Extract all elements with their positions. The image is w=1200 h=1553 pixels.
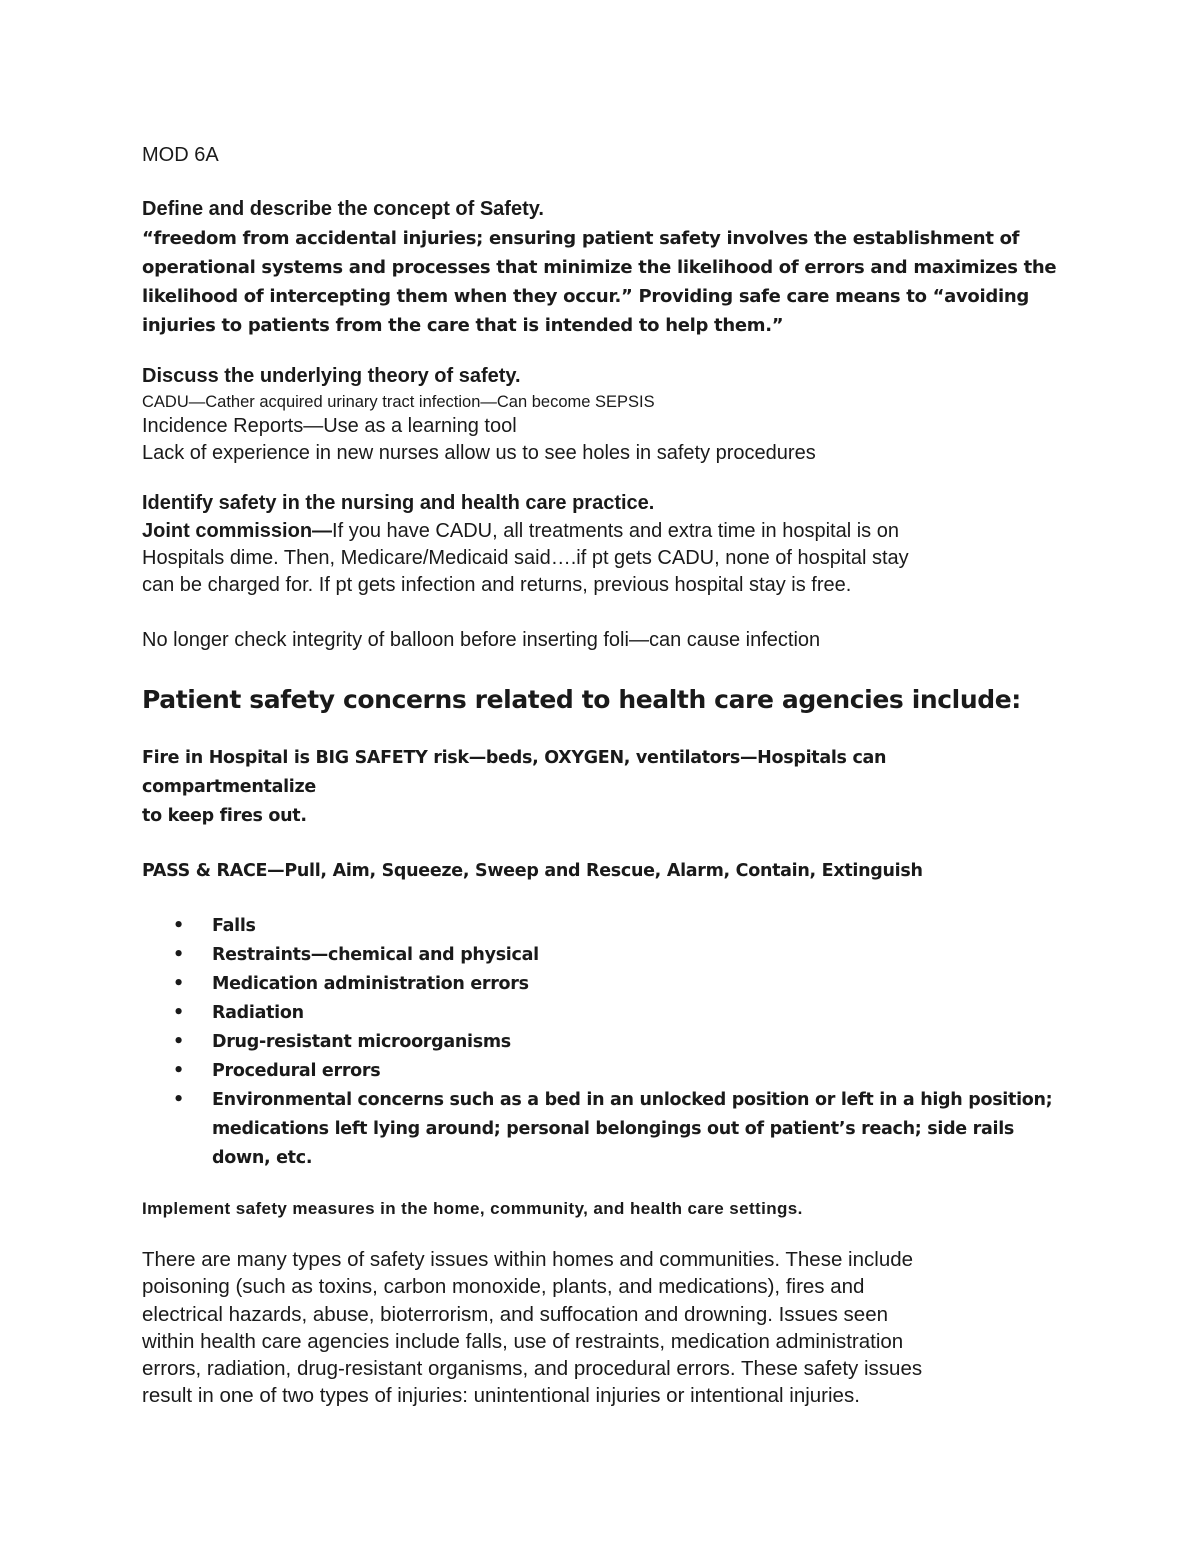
safety-issues-paragraph-line: electrical hazards, abuse, bioterrorism, and suffocation and drowning. Issues seen (142, 1302, 889, 1326)
safety-definition-line: operational systems and processes that minimize the likelihood of errors and maximizes the (142, 257, 1057, 278)
bullet-icon: • (173, 945, 184, 965)
safety-definition-line: likelihood of intercepting them when they occur.” Providing safe care means to “avoiding (142, 286, 1029, 307)
safety-issues-paragraph-line: within health care agencies include falls, use of restraints, medication administration (142, 1329, 904, 1353)
bullet-icon: • (173, 1003, 184, 1023)
cadu-note: CADU—Cather acquired urinary tract infection—Can become SEPSIS (142, 393, 655, 411)
joint-commission-line: can be charged for. If pt gets infection and returns, previous hospital stay is free. (142, 574, 852, 596)
joint-commission-text: If you have CADU, all treatments and extra time in hospital is on (332, 520, 899, 542)
bullet-icon: • (173, 1090, 184, 1110)
joint-commission-lead: Joint commission— (142, 520, 333, 542)
spacer (142, 886, 1062, 912)
safety-issues-paragraph-line: result in one of two types of injuries: unintentional injuries or intentional injuries. (142, 1384, 860, 1408)
safety-issues-paragraph-line: poisoning (such as toxins, carbon monoxide, plants, and medications), fires and (142, 1275, 865, 1299)
safety-issues-paragraph-line: There are many types of safety issues within homes and communities. These include (142, 1248, 914, 1271)
document-title: MOD 6A (142, 144, 219, 166)
safety-definition-line: injuries to patients from the care that is intended to help them.” (142, 315, 784, 336)
list-item: • Restraints—chemical and physical (142, 941, 1062, 970)
bullet-icon: • (173, 1032, 184, 1052)
joint-commission-line (142, 518, 1062, 545)
section-heading-define-safety: Define and describe the concept of Safety. (142, 198, 544, 220)
safety-definition-line: “freedom from accidental injuries; ensuring patient safety involves the establishment of (142, 228, 1020, 249)
document-page (142, 140, 1062, 1410)
spacer (142, 654, 1062, 682)
safety-concerns-list (142, 912, 1062, 1173)
list-item: • Radiation (142, 999, 1062, 1028)
section-heading-theory: Discuss the underlying theory of safety. (142, 365, 521, 387)
experience-note: Lack of experience in new nurses allow us to see holes in safety procedures (142, 442, 816, 464)
bullet-icon: • (173, 974, 184, 994)
section-heading-agency-concerns: Patient safety concerns related to health care agencies include: (142, 685, 1021, 714)
bullet-icon: • (173, 916, 184, 936)
fire-risk-line: Fire in Hospital is BIG SAFETY risk—beds, OXYGEN, ventilators—Hospitals can compartmentalize (142, 748, 887, 797)
spacer (142, 340, 1062, 362)
balloon-note: No longer check integrity of balloon before inserting foli—can cause infection (142, 629, 821, 651)
spacer (142, 718, 1062, 744)
spacer (142, 831, 1062, 857)
bullet-icon: • (173, 1061, 184, 1081)
spacer (142, 1173, 1062, 1195)
spacer (142, 1222, 1062, 1246)
incidence-reports-note: Incidence Reports—Use as a learning tool (142, 415, 517, 437)
list-item: • Drug-resistant microorganisms (142, 1028, 1062, 1057)
pass-race-line: PASS & RACE—Pull, Aim, Squeeze, Sweep and Rescue, Alarm, Contain, Extinguish (142, 861, 923, 881)
spacer (142, 599, 1062, 627)
list-item: • Falls (142, 912, 1062, 941)
spacer (142, 467, 1062, 489)
safety-issues-paragraph-line: errors, radiation, drug-resistant organisms, and procedural errors. These safety issues (142, 1357, 923, 1381)
fire-risk-line: to keep fires out. (142, 806, 307, 826)
section-heading-practice: Identify safety in the nursing and health care practice. (142, 492, 655, 514)
section-heading-implement: Implement safety measures in the home, community, and health care settings. (142, 1199, 803, 1218)
list-item: • Procedural errors (142, 1057, 1062, 1086)
list-item: • Medication administration errors (142, 970, 1062, 999)
joint-commission-line: Hospitals dime. Then, Medicare/Medicaid said….if pt gets CADU, none of hospital stay (142, 547, 909, 569)
list-item: • Environmental concerns such as a bed in an unlocked position or left in a high position; medications left lying around; personal belongings out of patient’s reach; side rails down, etc. (142, 1086, 1062, 1173)
